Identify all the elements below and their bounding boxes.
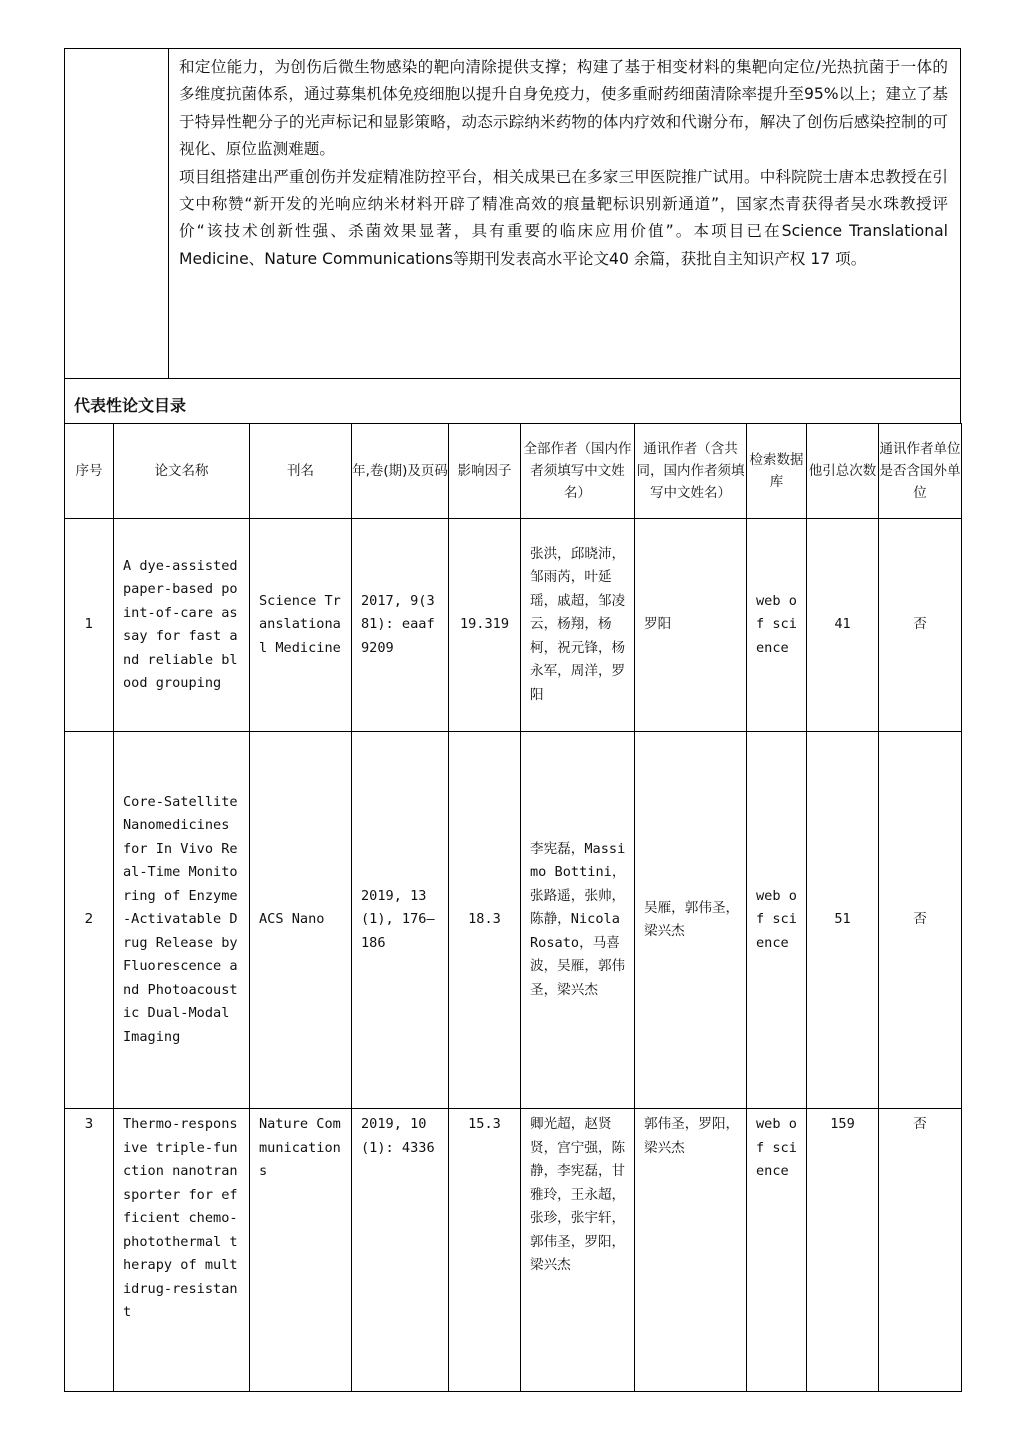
row-foreign: 否: [879, 519, 962, 732]
row-title: Core-Satellite Nanomedicines for In Vivo Real-Time Monitoring of Enzyme-Activatable Drug Release by Fluorescence and Photoacoustic Dual-Modal Imaging: [114, 732, 250, 1109]
row-journal: Nature Communications: [250, 1109, 352, 1392]
row-volume: 2019, 13 (1), 176–186: [352, 732, 449, 1109]
row-impact: 15.3: [449, 1109, 521, 1392]
row-database: web of science: [747, 1109, 807, 1392]
row-foreign: 否: [879, 1109, 962, 1392]
section-title: 代表性论文目录: [64, 379, 961, 423]
row-foreign: 否: [879, 732, 962, 1109]
summary-content-cell: [169, 49, 960, 378]
summary-label-cell: [65, 49, 169, 378]
summary-paragraph-1: 和定位能力，为创伤后微生物感染的靶向清除提供支撑；构建了基于相变材料的集靶向定位/光热抗菌于一体的多维度抗菌体系，通过募集机体免疫细胞以提升自身免疫力，使多重耐药细菌清除率提升至95%以上；建立了基于特异性靶分子的光声标记和显影策略，动态示踪纳米药物的体内疗效和代谢分布，解决了创伤后感染控制的可视化、原位监测难题。: [179, 58, 948, 159]
header-title: 论文名称: [114, 424, 250, 519]
row-citations: 159: [807, 1109, 879, 1392]
row-corresponding: 吴雁，郭伟圣，梁兴杰: [635, 732, 747, 1109]
document-page: [64, 48, 961, 1392]
row-no: 3: [65, 1109, 114, 1392]
row-journal: Science Translational Medicine: [250, 519, 352, 732]
row-citations: 41: [807, 519, 879, 732]
header-volume: 年,卷(期)及页码: [352, 424, 449, 519]
header-authors: 全部作者（国内作者须填写中文姓名）: [521, 424, 635, 519]
table-row: [65, 1109, 962, 1392]
row-database: web of science: [747, 732, 807, 1109]
row-authors: 张洪，邱晓沛，邹雨芮，叶延瑶，戚超，邹凌云，杨翔，杨柯，祝元锋，杨永军，周洋，罗阳: [521, 519, 635, 732]
row-no: 2: [65, 732, 114, 1109]
row-journal: ACS Nano: [250, 732, 352, 1109]
header-foreign: 通讯作者单位是否含国外单位: [879, 424, 962, 519]
header-corresponding: 通讯作者（含共同，国内作者须填写中文姓名）: [635, 424, 747, 519]
header-no: 序号: [65, 424, 114, 519]
row-volume: 2019, 10(1): 4336: [352, 1109, 449, 1392]
row-authors: 李宪磊，Massimo Bottini，张路遥，张帅，陈静，Nicola Rosato，马喜波，吴雁，郭伟圣，梁兴杰: [521, 732, 635, 1109]
row-citations: 51: [807, 732, 879, 1109]
header-database: 检索数据库: [747, 424, 807, 519]
row-database: web of science: [747, 519, 807, 732]
header-journal: 刊名: [250, 424, 352, 519]
table-row: [65, 732, 962, 1109]
row-volume: 2017, 9(381): eaaf9209: [352, 519, 449, 732]
row-authors: 卿光超，赵贤贤，宫宁强，陈静，李宪磊，甘雅玲，王永超，张珍，张宇轩，郭伟圣，罗阳，梁兴杰: [521, 1109, 635, 1392]
row-title: Thermo-responsive triple-function nanotransporter for efficient chemo-photothermal therapy of multidrug-resistant: [114, 1109, 250, 1392]
header-impact: 影响因子: [449, 424, 521, 519]
table-row: [65, 519, 962, 732]
row-title: A dye-assisted paper-based point-of-care assay for fast and reliable blood grouping: [114, 519, 250, 732]
row-corresponding: 郭伟圣，罗阳，梁兴杰: [635, 1109, 747, 1392]
table-header-row: [65, 424, 962, 519]
row-no: 1: [65, 519, 114, 732]
summary-paragraph-2: 项目组搭建出严重创伤并发症精准防控平台，相关成果已在多家三甲医院推广试用。中科院院士唐本忠教授在引文中称赞“新开发的光响应纳米材料开辟了精准高效的痕量靶标识别新通道”，国家杰青获得者吴水珠教授评价“该技术创新性强、杀菌效果显著，具有重要的临床应用价值”。本项目已在Science Translational Medicine、Nature Communications等期刊发表高水平论文40 余篇，获批自主知识产权 17 项。: [179, 167, 948, 268]
row-corresponding: 罗阳: [635, 519, 747, 732]
papers-table: [64, 423, 962, 1392]
row-impact: 18.3: [449, 732, 521, 1109]
row-impact: 19.319: [449, 519, 521, 732]
header-citations: 他引总次数: [807, 424, 879, 519]
project-summary-section: [64, 48, 961, 379]
